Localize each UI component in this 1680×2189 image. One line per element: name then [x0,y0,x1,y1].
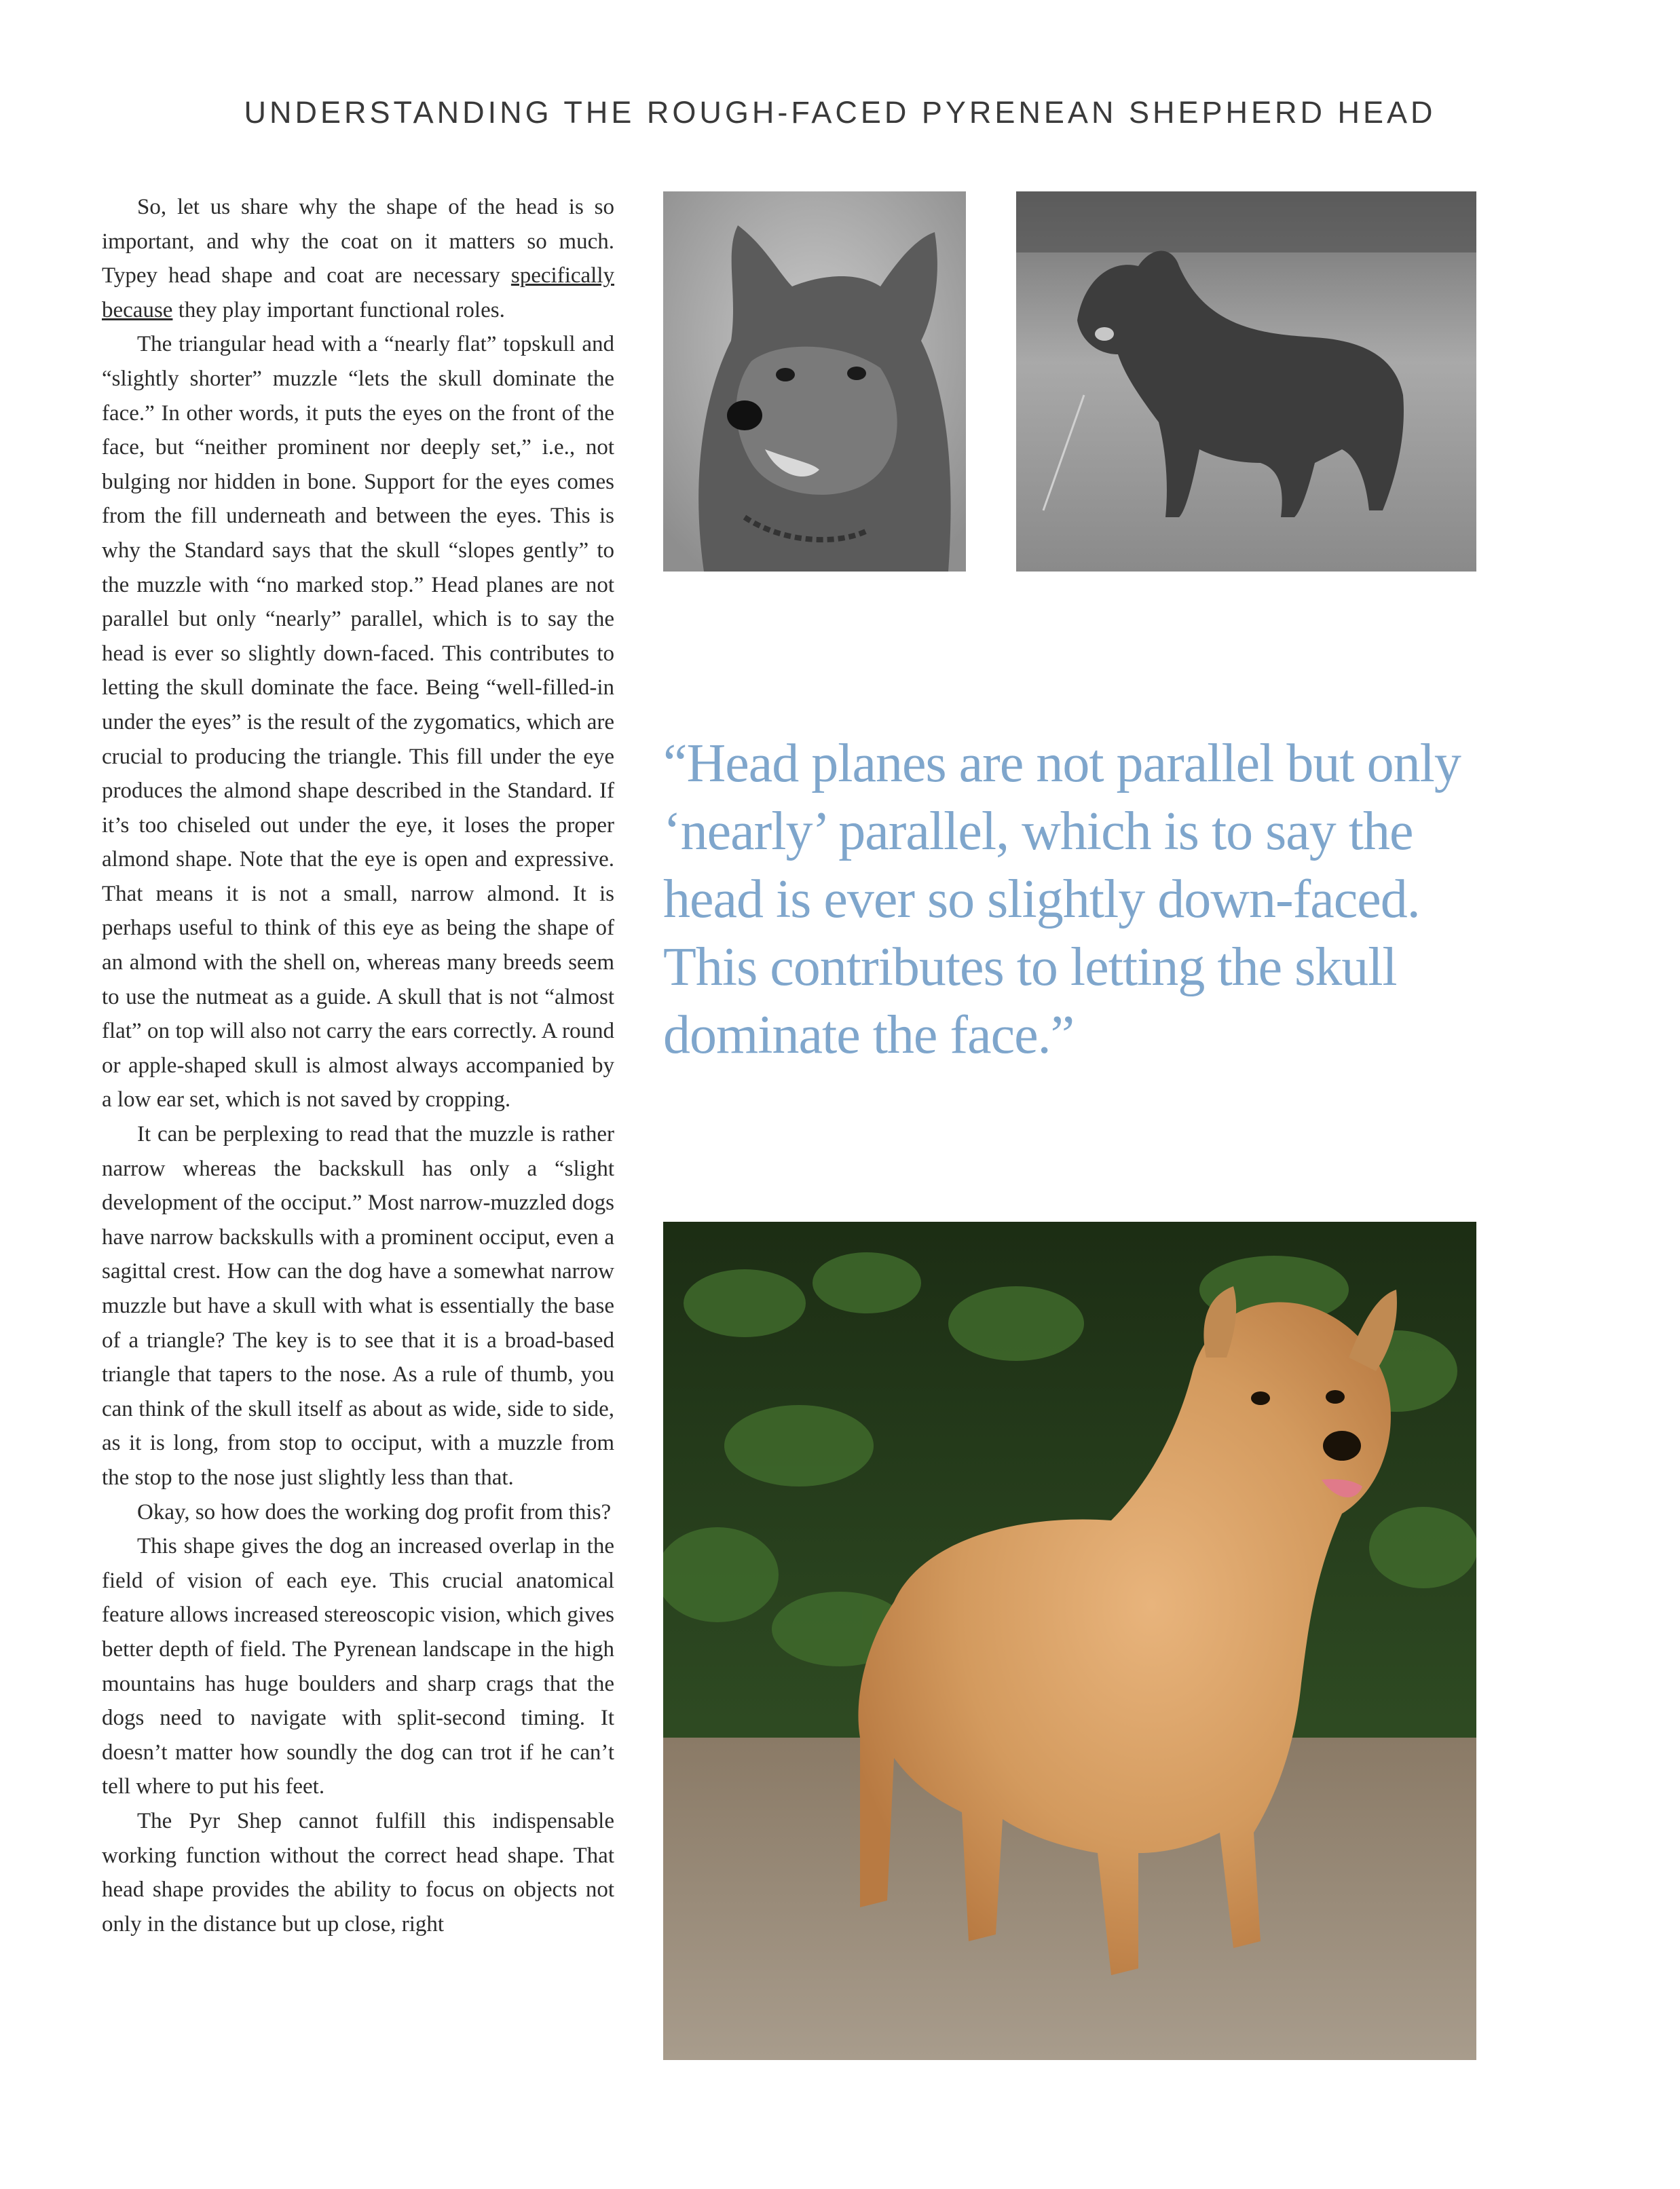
pull-quote: “Head planes are not parallel but only ‘nearly’ parallel, which is to say the head is ever so slightly down-faced. This contributes to letting the skull dominate the face.” [663,734,1461,1065]
dog-standing-bw-photo [1016,191,1476,572]
paragraph-5: This shape gives the dog an increased overlap in the field of vision of each eye. This crucial anatomical feature allows increased stereoscopic vision, which gives better depth of field. The Pyrenean landscape in the high mountains has huge boulders and sharp crags that the dogs need to navigate with split-second timing. It doesn’t matter how soundly the dog can trot if he can’t tell where to put his feet. [102,1534,614,1799]
dog-head-bw-photo [663,191,966,572]
body-column [102,190,614,1941]
underlined-phrase: specifically because [102,263,614,322]
paragraph-2: The triangular head with a “nearly flat” topskull and “slightly shorter” muzzle “lets the skull dominate the face.” In other words, it puts the eyes on the front of the face, but “neither prominent nor deeply set,” i.e., not bulging nor hidden in bone. Support for the eyes comes from the fill underneath and between the eyes. This is why the Standard says that the skull “slopes gently” to the muzzle with “no marked stop.” Head planes are not parallel but only “nearly” parallel, which is to say the head is ever so slightly down-faced. This contributes to letting the skull dominate the face. Being “well-filled-in under the eyes” is the result of the zygomatics, which are crucial to producing the triangle. This fill under the eye produces the almond shape described in the Standard. If it’s too chiseled out under the eye, it loses the proper almond shape. Note that the eye is open and expressive. That means it is not a small, narrow almond. It is perhaps useful to think of this eye as being the shape of an almond with the shell on, whereas many breeds seem to use the nutmeat as a guide. A skull that is not “almost flat” on top will also not carry the ears correctly. A round or apple-shaped skull is almost always accompanied by a low ear set, which is not saved by cropping. [102,332,614,1112]
paragraph-1-lead: So, let us share why the shape of the head is so important, and why the coat on it matters so much. Typey head shape and coat are necessary [102,195,614,288]
paragraph-6: The Pyr Shep cannot fulfill this indispensable working function without the correct head shape. That head shape provides the ability to focus on objects not only in the distance but up close, right [102,1808,614,1937]
paragraph-1 [102,190,614,327]
paragraph-1-tail: they play important functional roles. [172,297,505,322]
running-header: UNDERSTANDING THE ROUGH-FACED PYRENEAN SHEPHERD HEAD [244,95,1436,130]
paragraph-4: Okay, so how does the working dog profit from this? [137,1499,612,1524]
dog-fawn-color-photo [663,1222,1476,2060]
paragraph-3: It can be perplexing to read that the muzzle is rather narrow whereas the backskull has only a “slight development of the occiput.” Most narrow-muzzled dogs have narrow backskulls with a prominent occiput, even a sagittal crest. How can the dog have a somewhat narrow muzzle but have a skull with what is essentially the base of a triangle? The key is to see that it is a broad-based triangle that tapers to the nose. As a rule of thumb, you can think of the skull itself as about as wide, side to side, as it is long, from stop to occiput, with a muzzle from the stop to the nose just slightly less than that. [102,1122,614,1490]
